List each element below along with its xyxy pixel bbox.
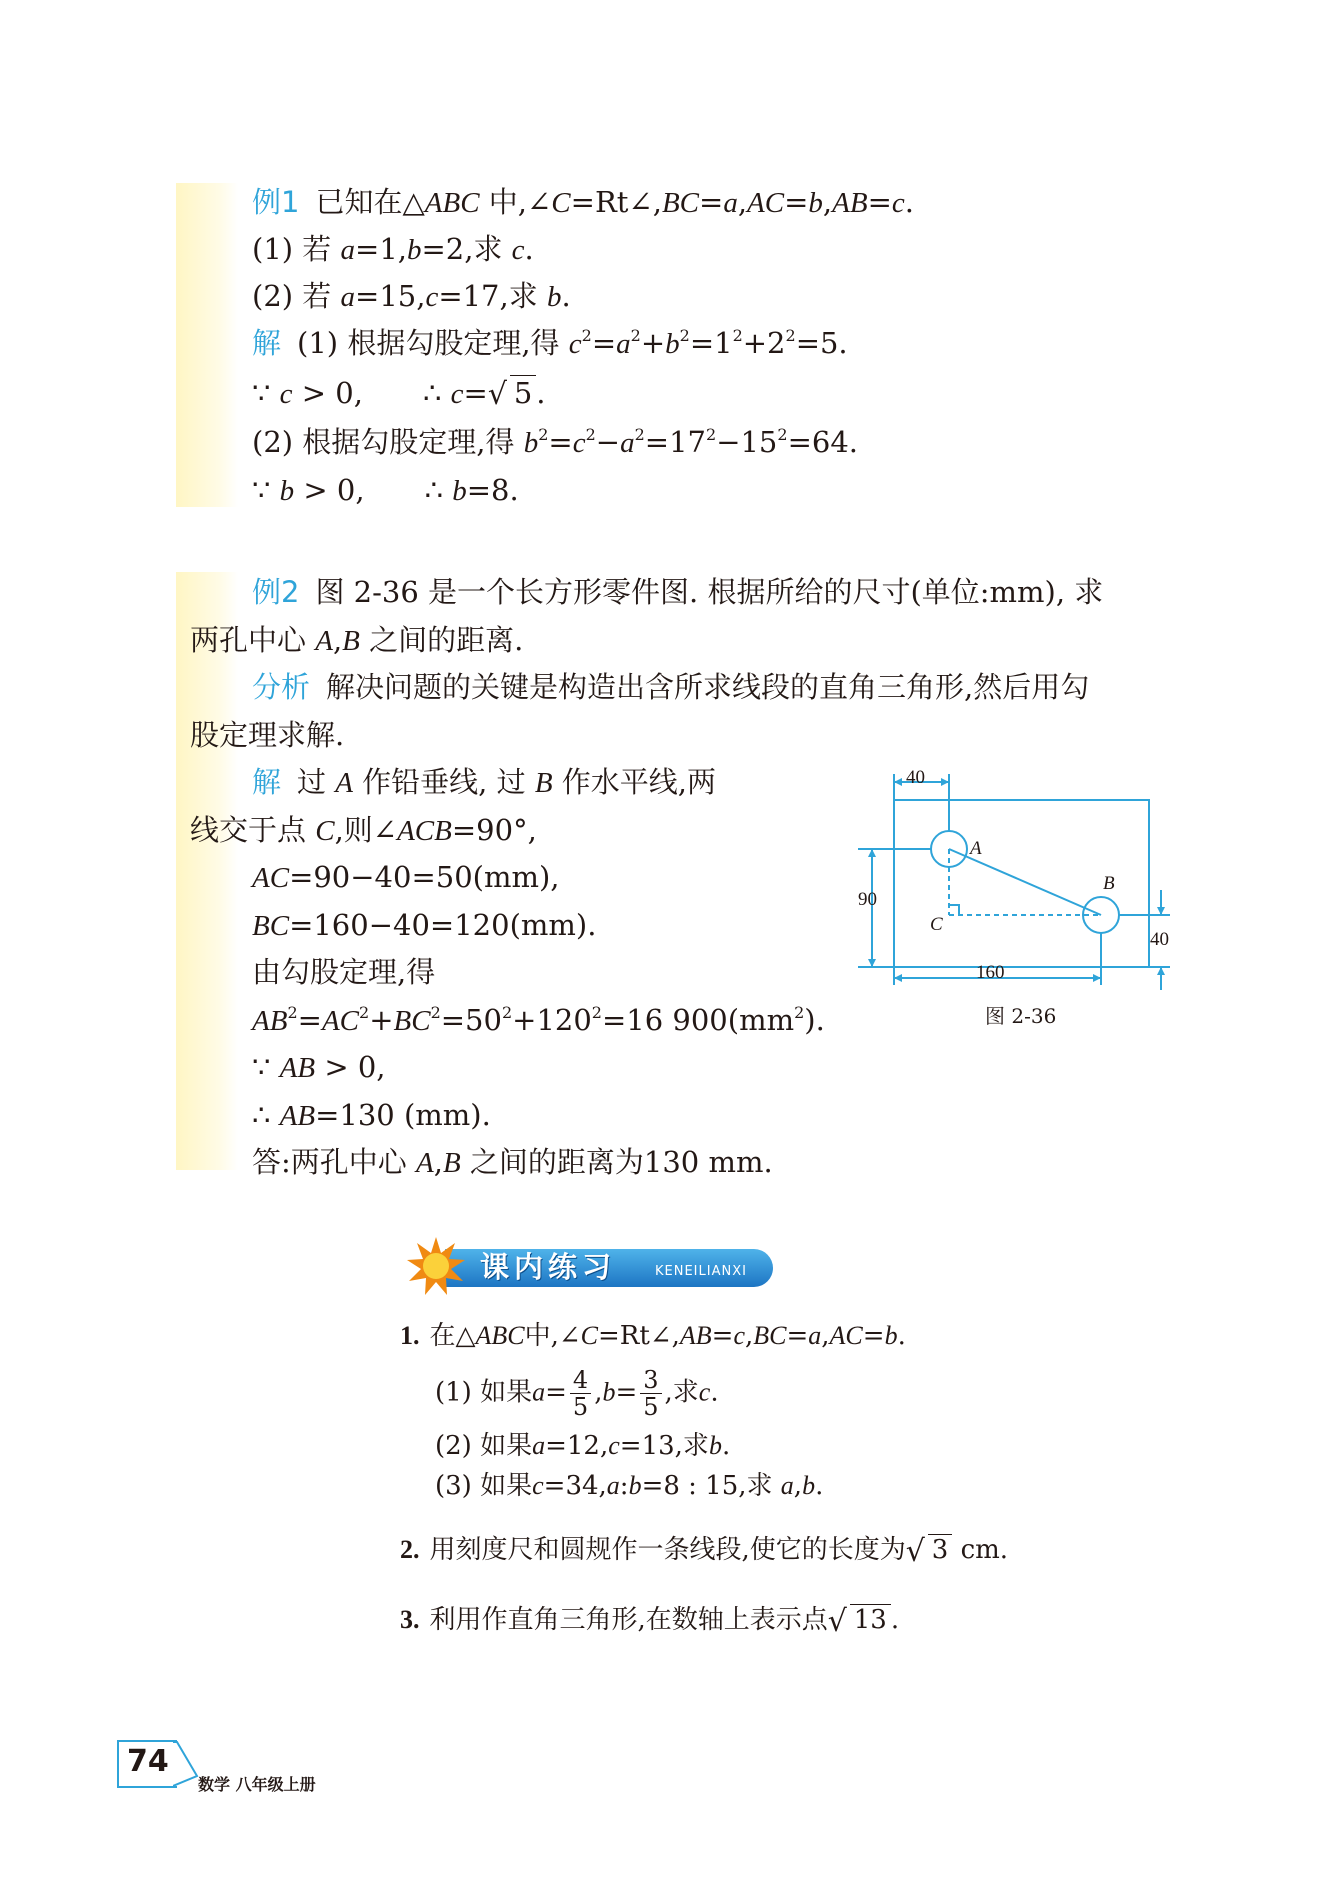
example1-label: 例1 [252,185,300,219]
example1-statement: 例1 已知在△ABC 中,∠C=Rt∠,BC=a,AC=b,AB=c. [252,185,914,219]
question-1: 1. 在△ABC中,∠C=Rt∠,AB=c,BC=a,AC=b. [400,1321,906,1351]
sqrt-3: √ 3 [906,1532,953,1568]
example2-solution-line1: 解 过 A 作铅垂线, 过 B 作水平线,两 [252,765,716,799]
example2-solution-line4: BC=160−40=120(mm). [252,908,597,942]
question-3: 3. 利用作直角三角形,在数轴上表示点 √ 13 . [400,1604,900,1639]
example1-solution-1: 解 (1) 根据勾股定理,得 $c^2=a^2+b^2=1^2+2^2=5$. [252,326,848,360]
example2-analysis-line2: 股定理求解. [190,718,345,752]
figure-caption: 图 2-36 [985,1004,1057,1028]
example2-answer: 答:两孔中心 A,B 之间的距离为130 mm. [252,1145,773,1179]
page-number: 74 [127,1744,169,1779]
example1-solution-2b: ∵ b > 0, ∴ b=8. [252,473,519,507]
example2-solution-line2: 线交于点 C,则∠ACB=90°, [190,813,537,847]
example2-analysis-label: 分析 [252,670,311,704]
book-label: 数学 八年级上册 [198,1775,316,1794]
example1-solution-1b: ∵ c > 0, ∴ c= √ 5 . [252,373,545,414]
example1-part2: (2) 若 a=15,c=17,求 b. [252,279,571,313]
example2-solution-label: 解 [252,765,282,799]
point-b-label: B [1103,873,1115,894]
point-a-label: A [970,838,982,859]
example2-solution-line6: $AB^2=AC^2+BC^2=50^2+120^2=16$ $900(mm^2)$. [252,1003,825,1037]
fraction-3-5: $\frac{3}{5}$ [640,1367,661,1420]
question-1-part-2: (2) 如果a=12,c=13,求b. [435,1431,731,1461]
question-1-part-1: (1) 如果a= $\frac{4}{5}$ ,b= $\frac{3}{5}$ ,求c. [435,1366,719,1421]
right-angle-mark [949,905,959,915]
example2-solution-line8: ∴ AB=130 (mm). [252,1098,491,1132]
sqrt-13: √ 13 [828,1602,891,1638]
example2-statement-line1: 例2 图 2-36 是一个长方形零件图. 根据所给的尺寸(单位:mm), 求 [252,575,1104,609]
point-c-label: C [930,914,943,935]
dim-top: 40 [906,767,925,788]
practice-banner [405,1235,775,1293]
example2-solution-line7: ∵ AB > 0, [252,1050,386,1084]
dim-right: 40 [1150,929,1169,950]
part-diagram [858,760,1188,990]
example1-solution-2: (2) 根据勾股定理,得 $b^2=c^2-a^2=17^2-15^2=64$. [252,425,858,459]
example1-part1: (1) 若 a=1,b=2,求 c. [252,232,534,266]
example1-margin-band [176,183,238,507]
dim-bottom: 160 [976,962,1005,983]
example2-solution-line3: AC=90−40=50(mm), [252,860,560,894]
example2-statement-line2: 两孔中心 A,B 之间的距离. [190,623,524,657]
banner-subtitle: KENEILIANXI [655,1264,747,1279]
sun-star-icon [405,1235,467,1297]
example1-solution-label: 解 [252,326,282,360]
dim-left: 90 [858,889,877,910]
sqrt-5: √ 5 [488,373,536,413]
question-2: 2. 用刻度尺和圆规作一条线段,使它的长度为 √ 3 cm. [400,1534,1009,1569]
banner-title: 课内练习 [480,1250,617,1284]
example2-analysis-line1: 分析 解决问题的关键是构造出含所求线段的直角三角形,然后用勾 [252,670,1090,704]
example2-solution-line5: 由勾股定理,得 [252,955,436,989]
question-1-part-3: (3) 如果c=34,a:b=8 : 15,求 a,b. [435,1471,824,1501]
example2-label: 例2 [252,575,300,609]
fraction-4-5: $\frac{4}{5}$ [570,1367,591,1420]
example2-margin-band [176,572,238,1170]
